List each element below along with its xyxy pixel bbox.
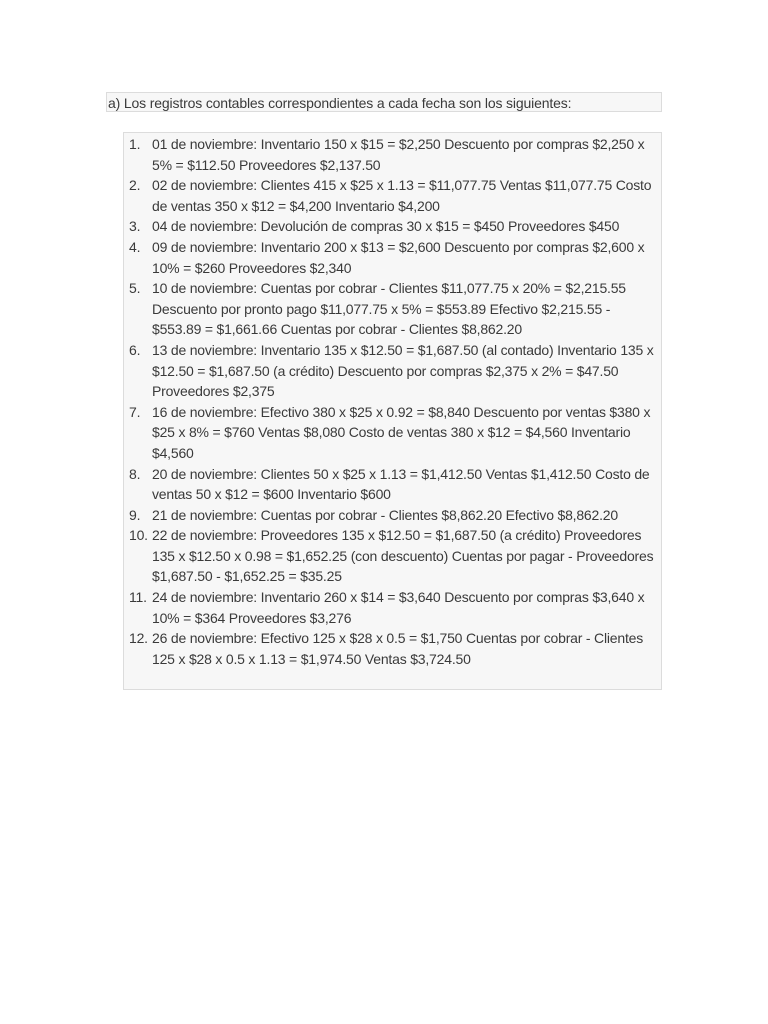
list-item-text: 10 de noviembre: Cuentas por cobrar - Clientes $11,077.75 x 20% = $2,215.55 Descuento por pronto pago $11,077.75 x 5% = $553.89 Efectivo $2,215.55 - $553.89 = $1,661.66 Cuentas por cobrar - Clientes $8,862.20 (152, 280, 626, 338)
list-item-number: 12. (129, 630, 148, 647)
list-item (124, 237, 661, 278)
list-item (124, 134, 661, 175)
list-item-text: 13 de noviembre: Inventario 135 x $12.50 = $1,687.50 (al contado) Inventario 135 x $12.50 = $1,687.50 (a crédito) Descuento por compras $2,375 x 2% = $47.50 Proveedores $2,375 (152, 341, 654, 400)
list-item (124, 525, 661, 587)
list-item-text: 02 de noviembre: Clientes 415 x $25 x 1.13 = $11,077.75 Ventas $11,077.75 Costo de ventas 350 x $12 = $4,200 Inventario $4,200 (152, 177, 652, 214)
list-item-number: 7. (129, 403, 141, 420)
list-item (124, 505, 661, 526)
list-item-number: 8. (129, 465, 141, 482)
list-item (124, 340, 661, 402)
list-item-text: 20 de noviembre: Clientes 50 x $25 x 1.13 = $1,412.50 Ventas $1,412.50 Costo de ventas 50 x $12 = $600 Inventario $600 (152, 465, 650, 503)
journal-entries-list (123, 132, 662, 690)
list-item (124, 628, 661, 669)
list-item-text: 21 de noviembre: Cuentas por cobrar - Clientes $8,862.20 Efectivo $8,862.20 (152, 506, 618, 523)
list-item-number: 4. (129, 238, 141, 255)
list-item-text: 16 de noviembre: Efectivo 380 x $25 x 0.92 = $8,840 Descuento por ventas $380 x $25 x 8% = $760 Ventas $8,080 Costo de ventas 380 x $12 = $4,560 Inventario $4,560 (152, 403, 651, 461)
list-item-number: 2. (129, 177, 141, 194)
list-item (124, 464, 661, 505)
list-item-text: 26 de noviembre: Efectivo 125 x $28 x 0.5 = $1,750 Cuentas por cobrar - Clientes 125 x $28 x 0.5 x 1.13 = $1,974.50 Ventas $3,724.50 (152, 630, 644, 667)
list-item (124, 587, 661, 628)
list-item-number: 1. (129, 136, 141, 152)
intro-text: a) Los registros contables correspondientes a cada fecha son los siguientes: (106, 92, 662, 112)
list-item-text: 24 de noviembre: Inventario 260 x $14 = $3,640 Descuento por compras $3,640 x 10% = $364 Proveedores $3,276 (152, 589, 645, 626)
list-item (124, 175, 661, 216)
list-item-text: 04 de noviembre: Devolución de compras 30 x $15 = $450 Proveedores $450 (152, 218, 620, 235)
list-item-number: 6. (129, 341, 141, 358)
list-item-number: 5. (129, 280, 141, 297)
list-item (124, 216, 661, 237)
list-item-number: 10. (129, 527, 148, 544)
list-item (124, 278, 661, 340)
list-item-text: 09 de noviembre: Inventario 200 x $13 = $2,600 Descuento por compras $2,600 x 10% = $260 Proveedores $2,340 (152, 238, 645, 276)
list-item-text: 01 de noviembre: Inventario 150 x $15 = $2,250 Descuento por compras $2,250 x 5% = $112.50 Proveedores $2,137.50 (152, 136, 645, 173)
list-item-number: 9. (129, 506, 141, 523)
list-item-text: 22 de noviembre: Proveedores 135 x $12.50 = $1,687.50 (a crédito) Proveedores 135 x $12.50 x 0.98 = $1,652.25 (con descuento) Cuentas por pagar - Proveedores $1,687.50 - $1,652.25 = $35.25 (152, 527, 654, 585)
list-item-number: 11. (129, 589, 147, 606)
list-item (124, 402, 661, 464)
list-item-number: 3. (129, 218, 141, 235)
